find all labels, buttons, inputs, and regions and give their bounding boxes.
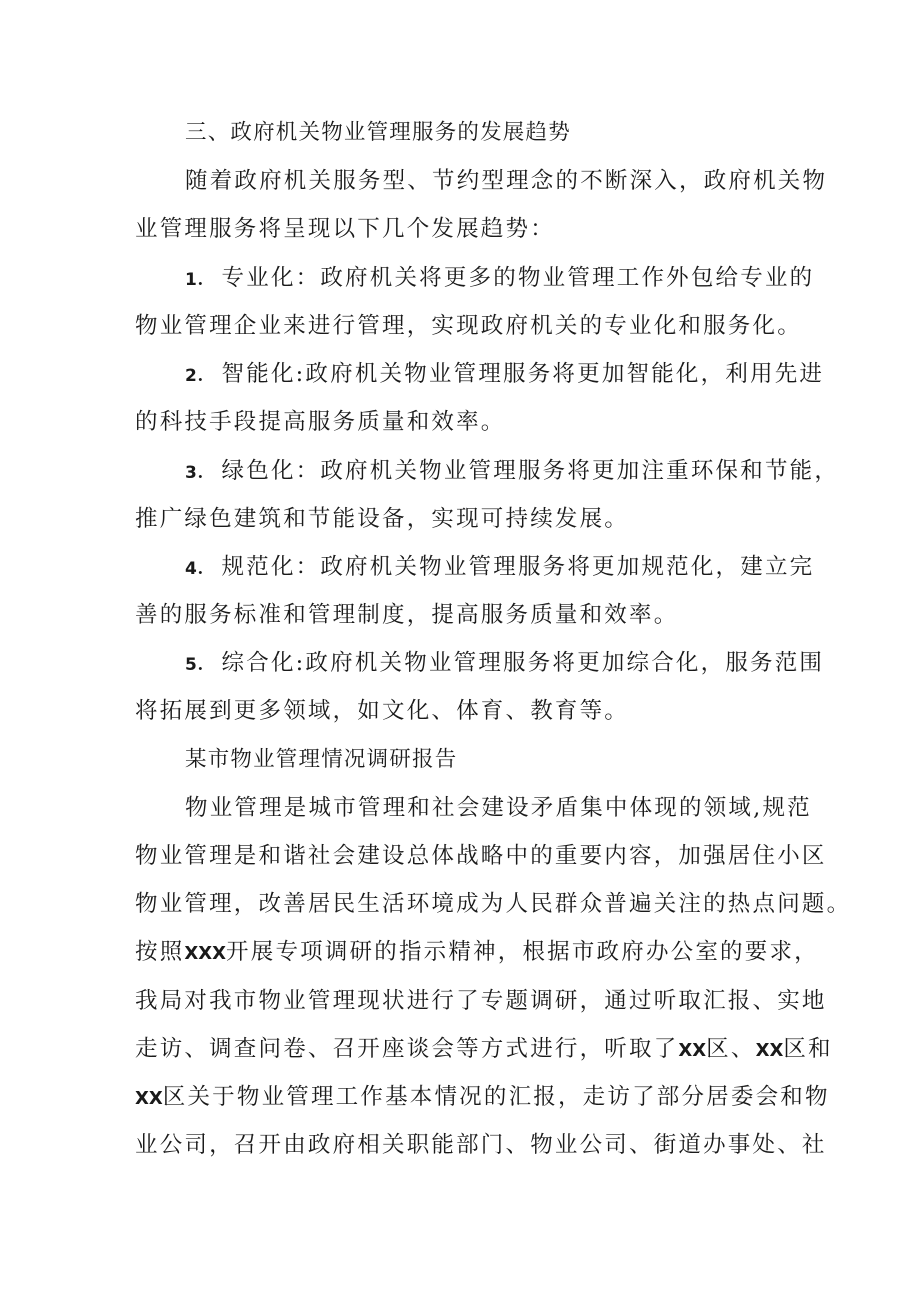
- report-line-6-code-2: XX: [755, 1040, 784, 1061]
- trend-5-line-2: 将拓展到更多领域，如文化、体育、教育等。: [135, 698, 630, 724]
- trend-5-number: 5: [185, 655, 197, 675]
- report-line-3: 物业管理，改善居民生活环境成为人民群众普遍关注的热点问题。: [135, 891, 852, 917]
- trend-2-number: 2: [185, 366, 197, 386]
- report-line-7-post: 区关于物业管理工作基本情况的汇报，走访了部分居委会和物: [162, 1084, 830, 1110]
- trend-5-separator: ．: [196, 650, 222, 676]
- report-line-8: 业公司，召开由政府相关职能部门、物业公司、街道办事处、社: [135, 1132, 827, 1158]
- trend-2-line-1: [185, 359, 824, 391]
- report-line-4-code: XXX: [184, 943, 227, 964]
- trend-3-number: 3: [185, 463, 197, 483]
- trend-3-separator: ．: [196, 458, 222, 484]
- report-line-7-code: XX: [135, 1088, 163, 1109]
- trend-1-text: 专业化：政府机关将更多的物业管理工作外包给专业的: [221, 265, 815, 291]
- trend-1-number: 1: [185, 270, 197, 290]
- trend-1-line-2: 物业管理企业来进行管理，实现政府机关的专业化和服务化。: [135, 313, 802, 339]
- report-line-6-mid: 区、: [706, 1036, 756, 1062]
- trend-1-line-1: [185, 263, 814, 295]
- intro-line-2: 业管理服务将呈现以下几个发展趋势：: [135, 216, 555, 242]
- report-line-4-post: 开展专项调研的指示精神，根据市政府办公室的要求，: [226, 939, 819, 965]
- report-line-6-code-1: XX: [678, 1040, 707, 1061]
- section-heading: 三、政府机关物业管理服务的发展趋势: [185, 120, 571, 145]
- report-line-2: 物业管理是和谐社会建设总体战略中的重要内容，加强居住小区: [135, 843, 827, 869]
- trend-5-line-1: [185, 648, 824, 680]
- report-line-5: 我局对我市物业管理现状进行了专题调研，通过听取汇报、实地: [135, 988, 827, 1014]
- report-line-7: [135, 1082, 830, 1114]
- report-line-4: [135, 937, 819, 969]
- trend-5-text: 综合化:政府机关物业管理服务将更加综合化，服务范围: [221, 650, 825, 676]
- trend-4-separator: ．: [196, 554, 222, 580]
- trend-2-line-2: 的科技手段提高服务质量和效率。: [135, 409, 506, 435]
- trend-2-separator: ．: [196, 361, 222, 387]
- trend-1-separator: ．: [196, 265, 222, 291]
- trend-4-number: 4: [185, 559, 197, 579]
- report-line-4-pre: 按照: [135, 939, 185, 965]
- trend-4-line-1: [185, 552, 814, 584]
- trend-4-text: 规范化：政府机关物业管理服务将更加规范化，建立完: [221, 554, 815, 580]
- report-line-6-post: 区和: [783, 1036, 833, 1062]
- trend-3-line-1: [185, 456, 839, 488]
- trend-4-line-2: 善的服务标准和管理制度，提高服务质量和效率。: [135, 602, 679, 628]
- report-line-1: 物业管理是城市管理和社会建设矛盾集中体现的领域,规范: [185, 795, 812, 821]
- report-line-6: [135, 1034, 833, 1066]
- intro-line-1: 随着政府机关服务型、节约型理念的不断深入，政府机关物: [185, 168, 828, 194]
- trend-3-text: 绿色化：政府机关物业管理服务将更加注重环保和节能，: [221, 458, 840, 484]
- report-line-6-pre: 走访、调查问卷、召开座谈会等方式进行，听取了: [135, 1036, 679, 1062]
- trend-2-text: 智能化:政府机关物业管理服务将更加智能化，利用先进: [221, 361, 825, 387]
- trend-3-line-2: 推广绿色建筑和节能设备，实现可持续发展。: [135, 506, 630, 532]
- report-title: 某市物业管理情况调研报告: [185, 747, 458, 772]
